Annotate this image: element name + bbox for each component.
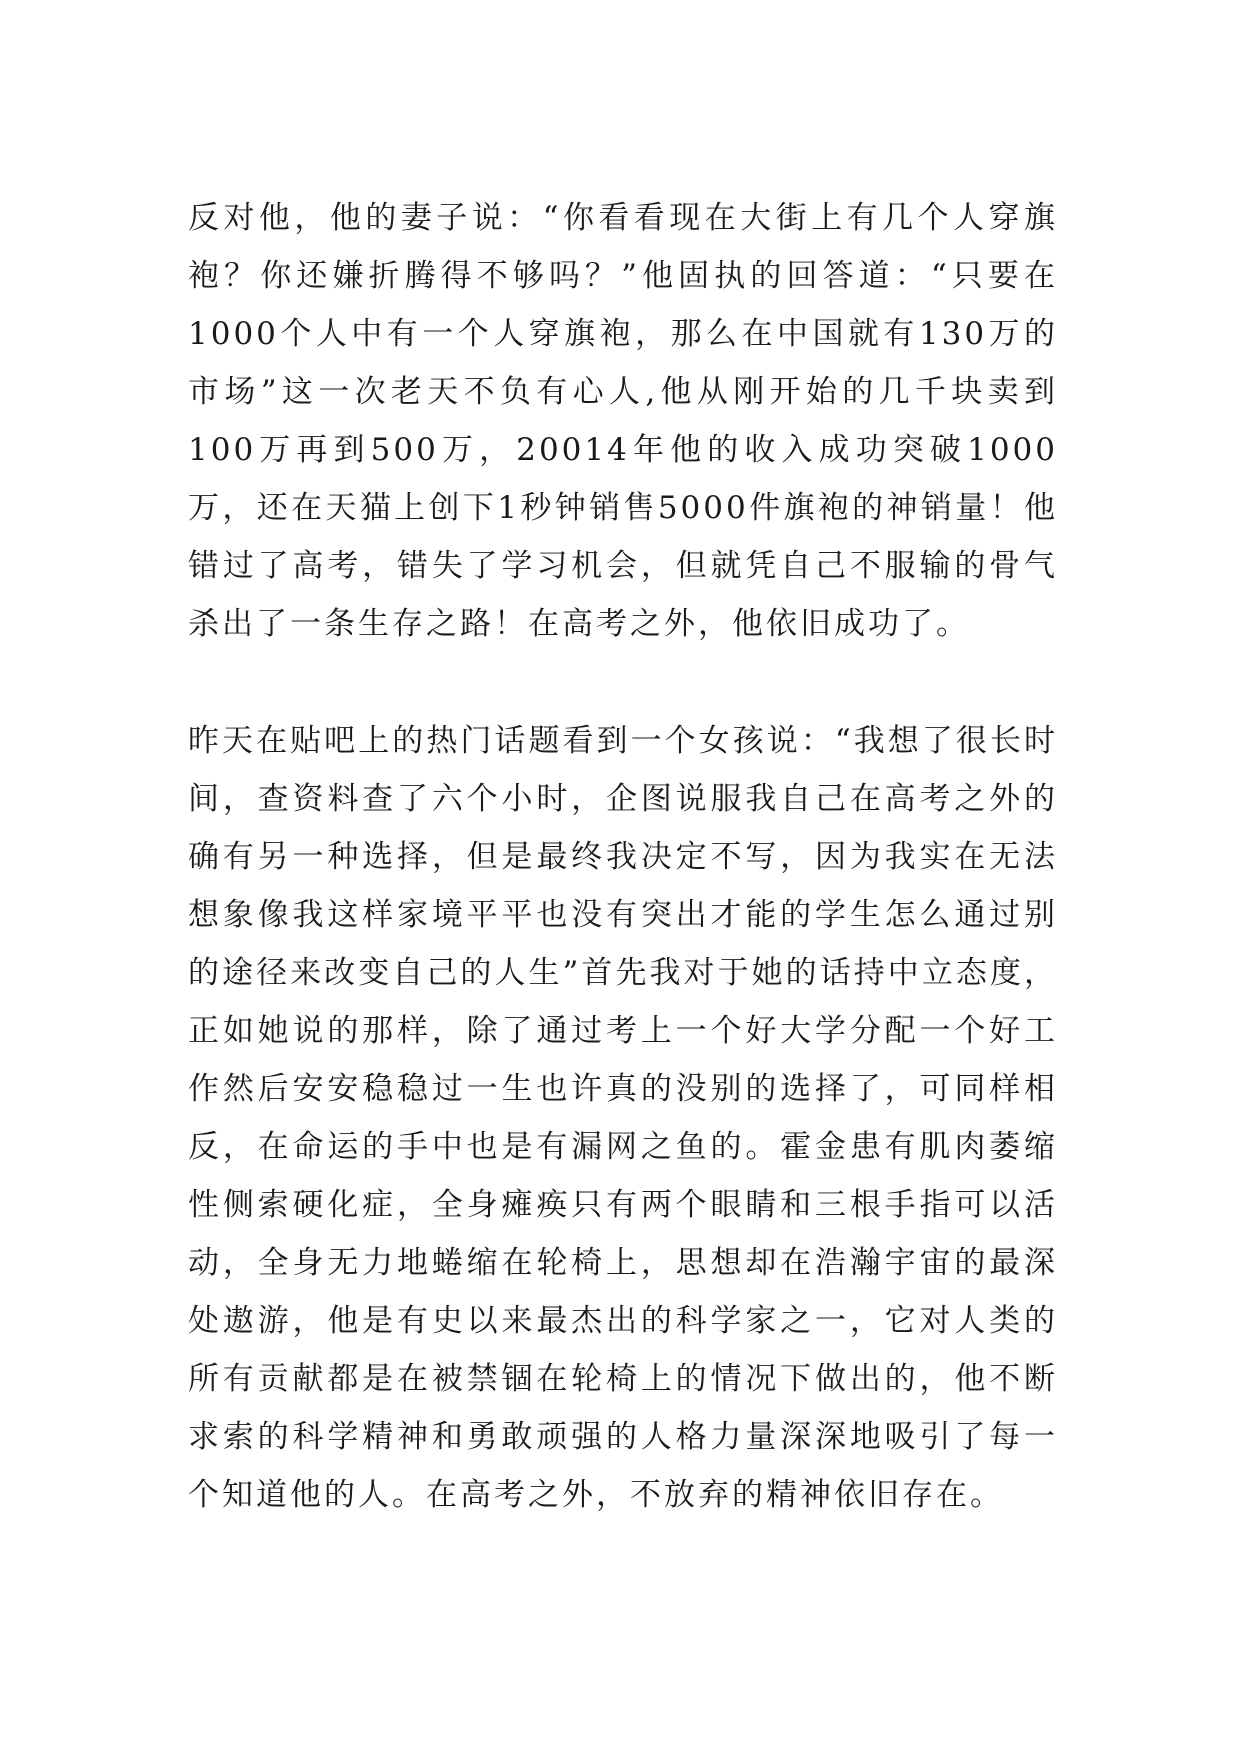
paragraph: 反对他，他的妻子说：“你看看现在大街上有几个人穿旗袍？你还嫌折腾得不够吗？”他固执的回答道：“只要在1000个人中有一个人穿旗袍，那么在中国就有130万的市场”这一次老天不负有心人,他从刚开始的几千块卖到100万再到500万，20014年他的收入成功突破1000万，还在天猫上创下1秒钟销售5000件旗袍的神销量！他错过了高考，错失了学习机会，但就凭自己不服输的骨气杀出了一条生存之路！在高考之外，他依旧成功了。 bbox=[188, 200, 1058, 642]
paragraph: 昨天在贴吧上的热门话题看到一个女孩说：“我想了很长时间，查资料查了六个小时，企图说服我自己在高考之外的确有另一种选择，但是最终我决定不写，因为我实在无法想象像我这样家境平平也没有突出才能的学生怎么通过别的途径来改变自己的人生”首先我对于她的话持中立态度，正如她说的那样，除了通过考上一个好大学分配一个好工作然后安安稳稳过一生也许真的没别的选择了，可同样相反，在命运的手中也是有漏网之鱼的。霍金患有肌肉萎缩性侧索硬化症，全身瘫痪只有两个眼睛和三根手指可以活动，全身无力地蜷缩在轮椅上，思想却在浩瀚宇宙的最深处遨游，他是有史以来最杰出的科学家之一，它对人类的所有贡献都是在被禁锢在轮椅上的情况下做出的，他不断求索的科学精神和勇敢顽强的人格力量深深地吸引了每一个知道他的人。在高考之外，不放弃的精神依旧存在。 bbox=[188, 723, 1058, 1513]
